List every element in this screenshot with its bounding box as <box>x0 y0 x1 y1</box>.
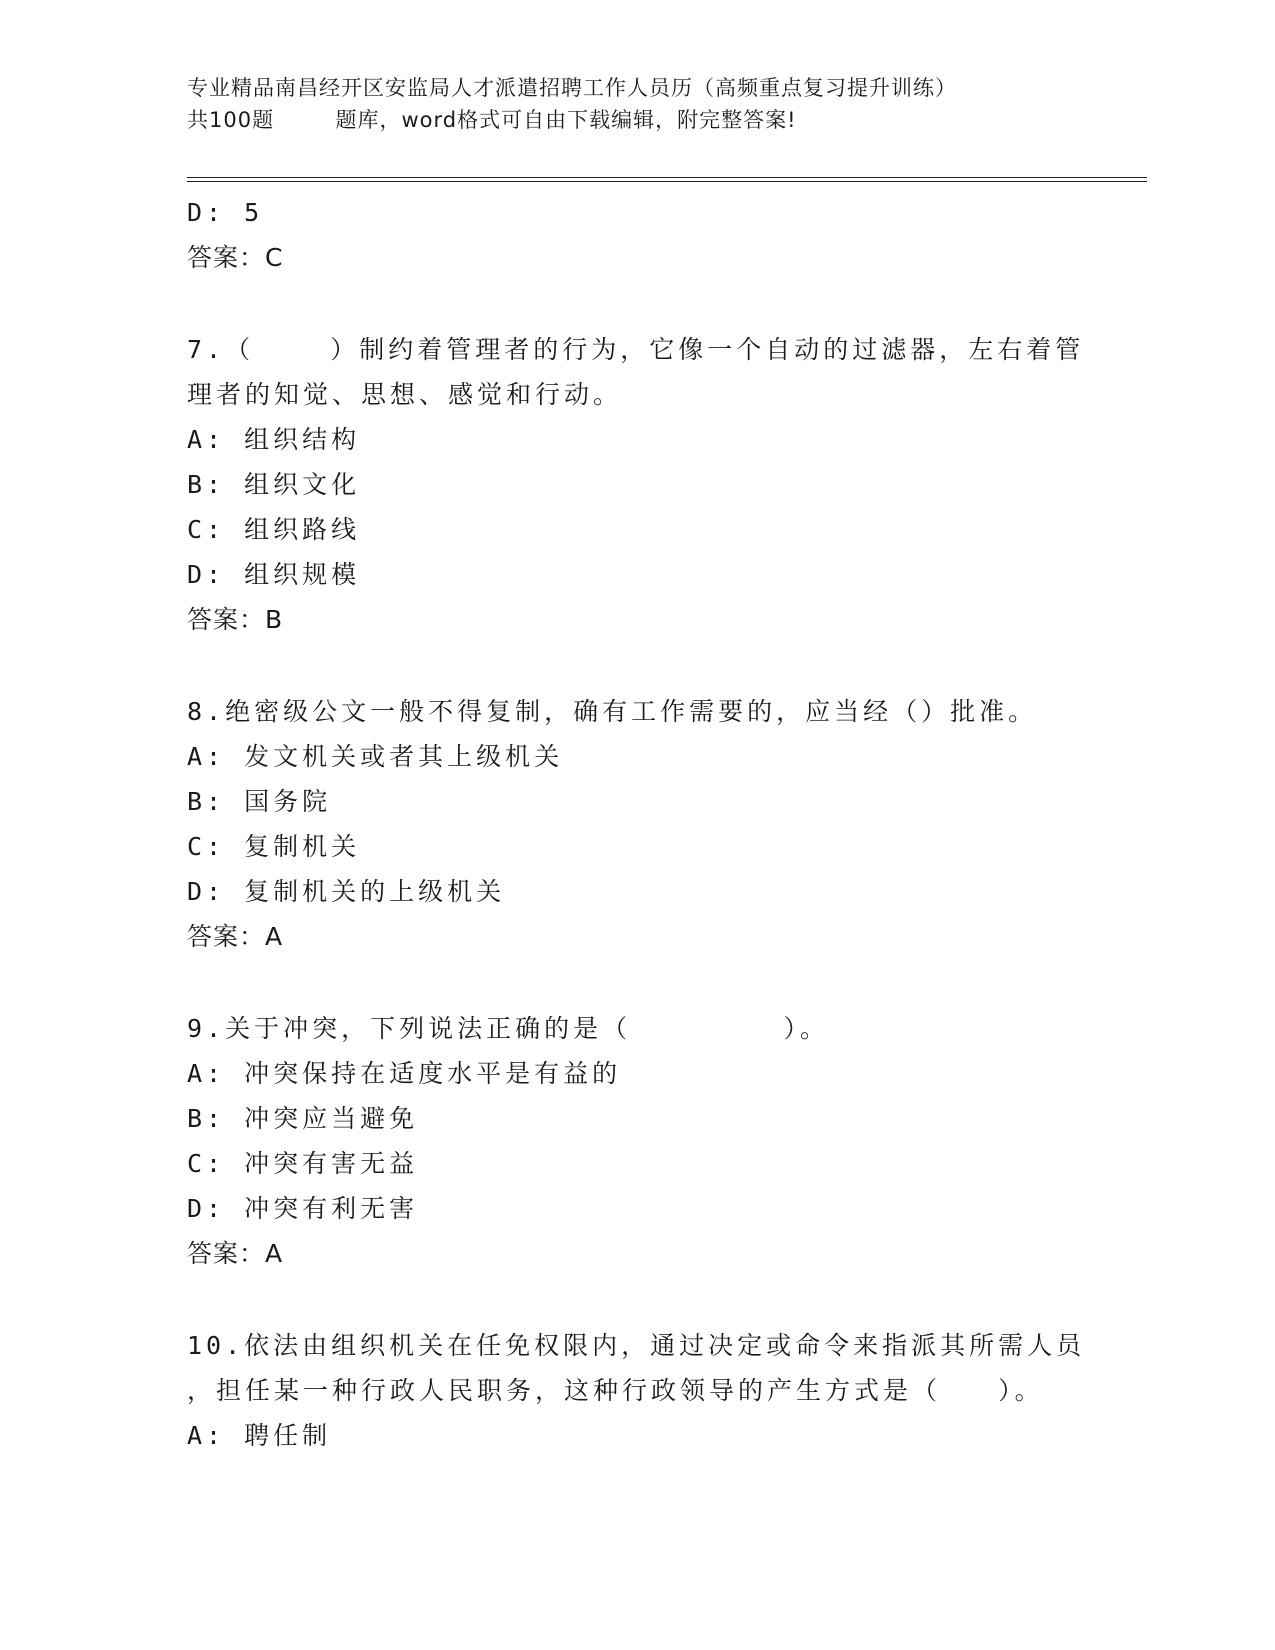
question-stem: 9.关于冲突，下列说法正确的是（ ）。 <box>187 1014 830 1043</box>
answer-line: 答案：B <box>187 605 284 634</box>
question-10 <box>187 1323 1107 1458</box>
document-header <box>187 72 1147 136</box>
option-b: B: 冲突应当避免 <box>187 1104 419 1133</box>
option-c: C: 组织路线 <box>187 515 361 544</box>
option-b: B: 国务院 <box>187 787 332 816</box>
option-a: A: 聘任制 <box>187 1421 332 1450</box>
question-stem: 7.（ ）制约着管理者的行为，它像一个自动的过滤器，左右着管 理者的知觉、思想、感觉和行动。 <box>187 335 1085 409</box>
option-d: D: 5 <box>187 198 264 227</box>
question-stem: 8.绝密级公文一般不得复制，确有工作需要的，应当经（）批准。 <box>187 697 1038 726</box>
option-a: A: 发文机关或者其上级机关 <box>187 742 564 771</box>
header-rule-top <box>187 177 1147 178</box>
option-a: A: 组织结构 <box>187 425 361 454</box>
header-rule-bottom <box>187 181 1147 182</box>
question-7 <box>187 327 1107 642</box>
option-d: D: 复制机关的上级机关 <box>187 877 506 906</box>
answer-line: 答案：A <box>187 922 284 951</box>
answer-line: 答案：C <box>187 243 284 272</box>
question-list <box>187 190 1107 1458</box>
question-8 <box>187 689 1107 959</box>
option-c: C: 冲突有害无益 <box>187 1149 419 1178</box>
question-stem: 10.依法由组织机关在任免权限内，通过决定或命令来指派其所需人员 ，担任某一种行政人民职务，这种行政领导的产生方式是（ ）。 <box>187 1331 1086 1405</box>
question-9 <box>187 1006 1107 1276</box>
header-subtitle: 共100题 题库，word格式可自由下载编辑，附完整答案! <box>187 108 797 132</box>
option-a: A: 冲突保持在适度水平是有益的 <box>187 1059 622 1088</box>
answer-line: 答案：A <box>187 1239 284 1268</box>
header-title: 专业精品南昌经开区安监局人才派遣招聘工作人员历（高频重点复习提升训练） <box>187 76 957 100</box>
option-d: D: 组织规模 <box>187 560 361 589</box>
option-c: C: 复制机关 <box>187 832 361 861</box>
option-b: B: 组织文化 <box>187 470 361 499</box>
option-d: D: 冲突有利无害 <box>187 1194 419 1223</box>
